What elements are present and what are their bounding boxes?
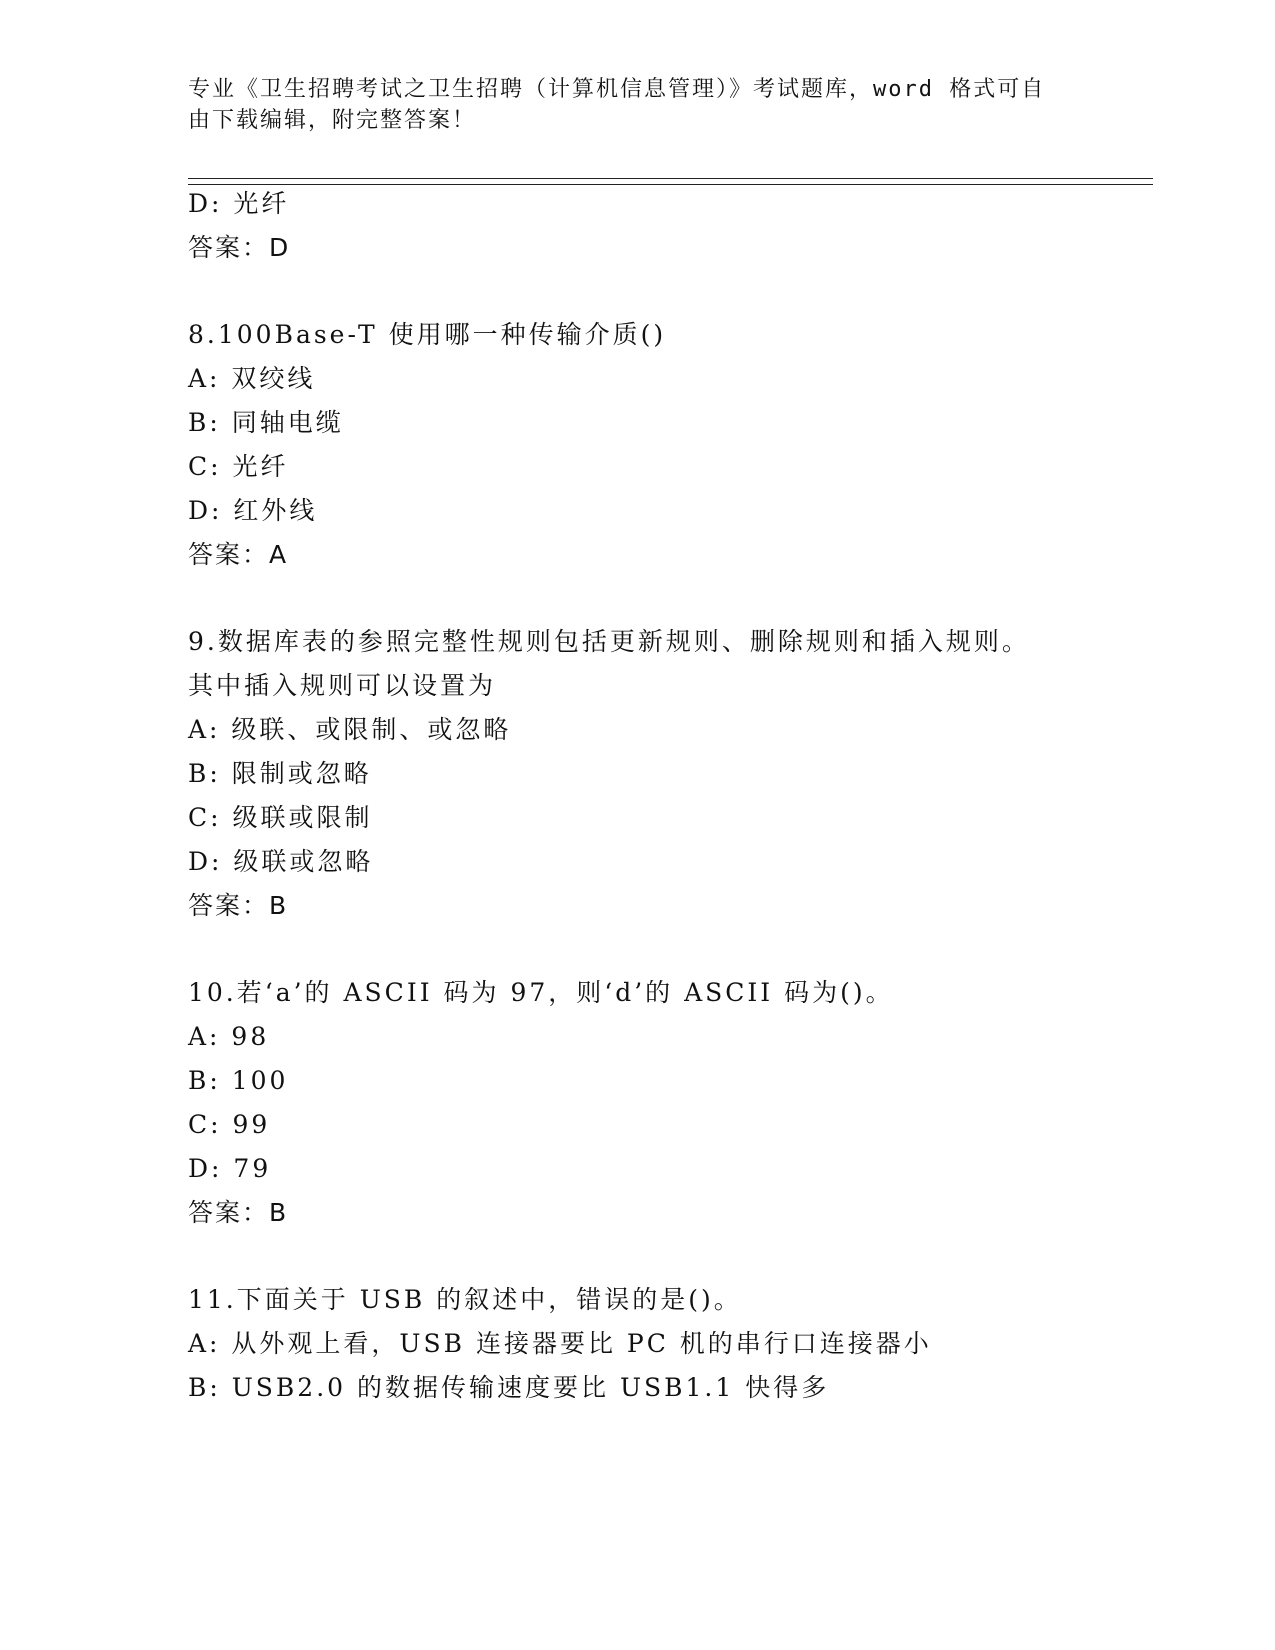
answer: 答案：D — [188, 233, 291, 262]
question-10-stem: 10.若‘a’的 ASCII 码为 97，则‘d’的 ASCII 码为()。 — [188, 978, 894, 1007]
question-10-option-d: D: 79 — [188, 1154, 272, 1183]
question-9-answer: 答案：B — [188, 891, 289, 920]
header-divider-top — [188, 178, 1153, 179]
header-line-2: 由下载编辑，附完整答案！ — [188, 108, 477, 133]
question-9-option-b: B: 限制或忽略 — [188, 759, 372, 788]
question-10-option-c: C: 99 — [188, 1110, 271, 1139]
question-8-option-b: B: 同轴电缆 — [188, 408, 344, 437]
question-8-option-c: C: 光纤 — [188, 452, 289, 481]
document-header — [188, 74, 1088, 136]
question-8-stem: 8.100Base-T 使用哪一种传输介质() — [188, 320, 667, 349]
question-11-option-b: B: USB2.0 的数据传输速度要比 USB1.1 快得多 — [188, 1373, 830, 1402]
question-10-option-b: B: 100 — [188, 1066, 289, 1095]
question-10-answer: 答案：B — [188, 1198, 289, 1227]
question-9-option-c: C: 级联或限制 — [188, 803, 373, 832]
question-9-stem-line-1: 9.数据库表的参照完整性规则包括更新规则、删除规则和插入规则。 — [188, 627, 1030, 656]
question-9-option-d: D: 级联或忽略 — [188, 847, 374, 876]
question-9-option-a: A: 级联、或限制、或忽略 — [188, 715, 512, 744]
question-8-option-d: D: 红外线 — [188, 496, 318, 525]
question-9-stem-line-2: 其中插入规则可以设置为 — [188, 671, 497, 700]
question-11-stem: 11.下面关于 USB 的叙述中，错误的是()。 — [188, 1285, 742, 1314]
header-line-1: 专业《卫生招聘考试之卫生招聘（计算机信息管理）》考试题库，word 格式可自 — [188, 77, 1046, 102]
option-d: D: 光纤 — [188, 189, 290, 218]
header-divider-bottom — [188, 184, 1153, 185]
question-11-option-a: A: 从外观上看，USB 连接器要比 PC 机的串行口连接器小 — [188, 1329, 932, 1358]
question-8-option-a: A: 双绞线 — [188, 364, 316, 393]
question-8-answer: 答案：A — [188, 540, 289, 569]
question-10-option-a: A: 98 — [188, 1022, 270, 1051]
